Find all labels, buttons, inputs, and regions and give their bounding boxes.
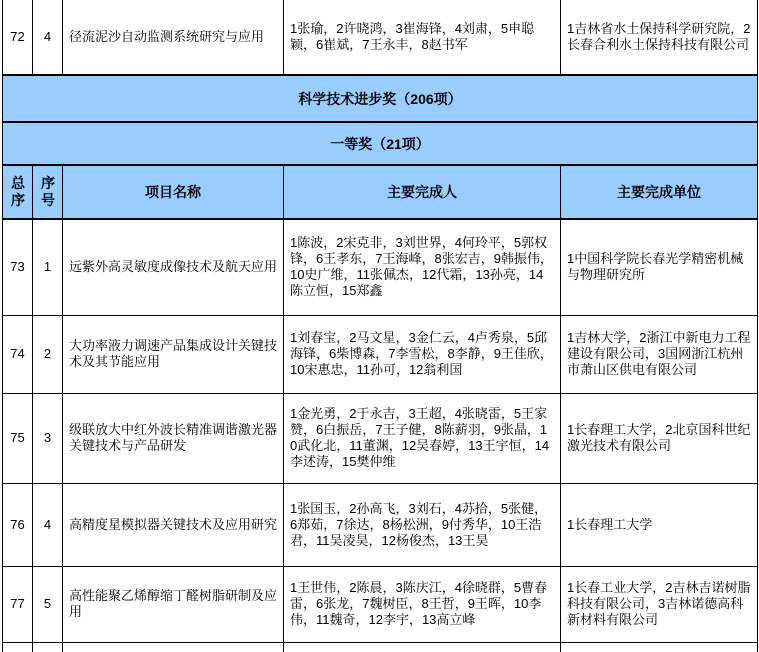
cell-total-no: 74 xyxy=(3,315,33,393)
cell-total-no: 77 xyxy=(3,566,33,642)
subsection-band-row xyxy=(3,122,758,165)
cell-units: 1长春理工大学，2北京国科世纪激光技术有限公司 xyxy=(561,393,758,483)
cell-project-name: 径流泥沙自动监测系统研究与应用 xyxy=(63,0,284,75)
subsection-title: 一等奖（21项） xyxy=(3,122,758,165)
cell-project-name: 高性能聚乙烯醇缩丁醛树脂研制及应用 xyxy=(63,566,284,642)
cell-empty xyxy=(33,642,63,652)
cell-total-no: 75 xyxy=(3,393,33,483)
table-row-partial xyxy=(3,642,758,652)
table-row-72 xyxy=(3,0,758,75)
cell-seq-no: 2 xyxy=(33,315,63,393)
col-header-seq-no: 序号 xyxy=(33,165,63,219)
cell-project-name: 大功率液力调速产品集成设计关键技术及其节能应用 xyxy=(63,315,284,393)
cell-empty xyxy=(561,642,758,652)
cell-empty xyxy=(63,642,284,652)
cell-persons: 1张国玉，2孙高飞，3刘石，4苏拾，5张健，6郑茹，7徐达，8杨松洲，9付秀华，10王浩君，11吴凌昊，12杨俊杰，13王昊 xyxy=(284,483,561,566)
cell-total-no: 73 xyxy=(3,219,33,315)
cell-project-name: 级联放大中红外波长精准调谐激光器关键技术与产品研发 xyxy=(63,393,284,483)
cell-units: 1长春理工大学 xyxy=(561,483,758,566)
cell-total-no: 72 xyxy=(3,0,33,75)
cell-units: 1吉林省水土保持科学研究院，2长春合利水土保持科技有限公司 xyxy=(561,0,758,75)
cell-seq-no: 4 xyxy=(33,0,63,75)
cell-seq-no: 4 xyxy=(33,483,63,566)
cell-persons: 1刘春宝，2马文星，3金仁云，4卢秀泉，5邱海锋，6柴博森，7李雪松，8李静，9王佳欣，10宋惠忠，11孙可，12翁利国 xyxy=(284,315,561,393)
col-header-project: 项目名称 xyxy=(63,165,284,219)
col-header-persons: 主要完成人 xyxy=(284,165,561,219)
cell-seq-no: 3 xyxy=(33,393,63,483)
cell-total-no: 76 xyxy=(3,483,33,566)
table-row-73 xyxy=(3,219,758,315)
section-band-row xyxy=(3,75,758,122)
cell-persons: 1张瑜，2许晓鸿，3崔海锋，4刘肃，5申聪颖，6崔斌，7王永丰，8赵书军 xyxy=(284,0,561,75)
col-header-total-no: 总序 xyxy=(3,165,33,219)
table-row-74 xyxy=(3,315,758,393)
cell-project-name: 高精度星模拟器关键技术及应用研究 xyxy=(63,483,284,566)
col-header-units: 主要完成单位 xyxy=(561,165,758,219)
table-row-76 xyxy=(3,483,758,566)
cell-persons: 1金光勇，2于永吉，3王超，4张晓雷，5王家赞，6白振岳，7王子健，8陈薪羽，9张晶，10武化北，11董渊，12吴春婷，13王宇恒，14李述涛，15樊仲维 xyxy=(284,393,561,483)
table-row-77 xyxy=(3,566,758,642)
awards-table xyxy=(2,0,758,652)
cell-project-name: 远紫外高灵敏度成像技术及航天应用 xyxy=(63,219,284,315)
cell-empty xyxy=(284,642,561,652)
section-title: 科学技术进步奖（206项） xyxy=(3,75,758,122)
cell-seq-no: 5 xyxy=(33,566,63,642)
cell-units: 1长春工业大学，2吉林吉诺树脂科技有限公司，3吉林诺德高科新材料有限公司 xyxy=(561,566,758,642)
cell-seq-no: 1 xyxy=(33,219,63,315)
cell-persons: 1王世伟，2陈晨，3陈庆江，4徐晓群，5曹春雷，6张龙，7魏树臣，8王哲，9王晖，10李伟，11魏奇，12李宇，13高立峰 xyxy=(284,566,561,642)
cell-units: 1吉林大学，2浙江中新电力工程建设有限公司，3国网浙江杭州市萧山区供电有限公司 xyxy=(561,315,758,393)
cell-empty xyxy=(3,642,33,652)
cell-units: 1中国科学院长春光学精密机械与物理研究所 xyxy=(561,219,758,315)
column-header-row xyxy=(3,165,758,219)
cell-persons: 1陈波，2宋克非，3刘世界，4何玲平，5郭权锋，6王孝东，7王海峰，8张宏吉，9韩振伟，10史广维，11张佩杰，12代霜，13孙亮，14陈立恒，15郑鑫 xyxy=(284,219,561,315)
table-row-75 xyxy=(3,393,758,483)
